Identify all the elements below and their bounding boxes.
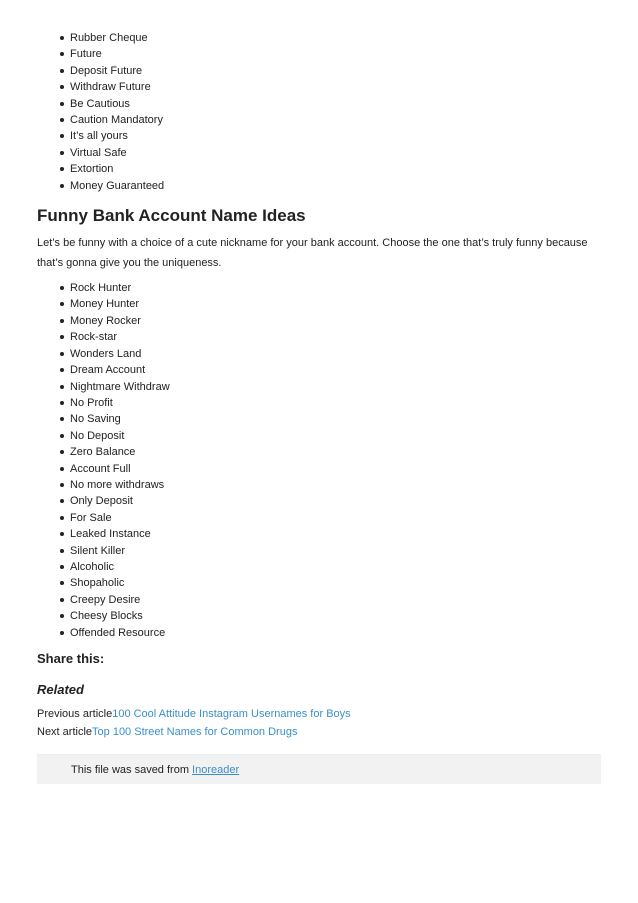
list-item: Money Hunter: [70, 296, 601, 312]
list-item: Account Full: [70, 461, 601, 477]
list-item: Nightmare Withdraw: [70, 379, 601, 395]
saved-from-text: This file was saved from: [71, 764, 193, 776]
list-item: Zero Balance: [70, 444, 601, 460]
list-item: Deposit Future: [70, 63, 601, 79]
previous-article-link[interactable]: 100 Cool Attitude Instagram Usernames for Boys: [112, 708, 351, 720]
list-item: Rock-star: [70, 329, 601, 345]
share-heading: Share this:: [37, 651, 105, 666]
list-item: Caution Mandatory: [70, 112, 601, 128]
next-article-row: [37, 723, 601, 741]
list-item: Silent Killer: [70, 543, 601, 559]
list-item: Withdraw Future: [70, 79, 601, 95]
list-item: Rubber Cheque: [70, 30, 601, 46]
list-item: Leaked Instance: [70, 526, 601, 542]
next-article-label: Next article: [37, 726, 93, 738]
inoreader-link[interactable]: Inoreader: [192, 764, 240, 776]
list-item: Money Guaranteed: [70, 178, 601, 194]
list-item: No Saving: [70, 411, 601, 427]
related-heading: Related: [37, 682, 84, 697]
list-item: Shopaholic: [70, 575, 601, 591]
list-item: Alcoholic: [70, 559, 601, 575]
list-item: Extortion: [70, 161, 601, 177]
previous-article-row: [37, 705, 601, 723]
list-item: Future: [70, 46, 601, 62]
list-item: No more withdraws: [70, 477, 601, 493]
list-item: Only Deposit: [70, 493, 601, 509]
section-intro: Let’s be funny with a choice of a cute nickname for your bank account. Choose the one that’s truly funny because that’s gonna give you the uniqueness.: [37, 237, 588, 270]
name-list-top: [37, 30, 601, 194]
list-item: It’s all yours: [70, 128, 601, 144]
saved-from-footer: [37, 754, 601, 784]
list-item: No Profit: [70, 395, 601, 411]
article-navigation: [37, 705, 601, 741]
list-item: Money Rocker: [70, 313, 601, 329]
list-item: Creepy Desire: [70, 592, 601, 608]
list-item: Virtual Safe: [70, 145, 601, 161]
list-item: For Sale: [70, 510, 601, 526]
section-heading: Funny Bank Account Name Ideas: [37, 206, 306, 226]
previous-article-label: Previous article: [37, 708, 113, 720]
list-item: Wonders Land: [70, 346, 601, 362]
list-item: No Deposit: [70, 428, 601, 444]
list-item: Rock Hunter: [70, 280, 601, 296]
next-article-link[interactable]: Top 100 Street Names for Common Drugs: [92, 726, 298, 738]
list-item: Cheesy Blocks: [70, 608, 601, 624]
list-item: Dream Account: [70, 362, 601, 378]
name-list-funny: [37, 280, 601, 641]
article-body: [37, 30, 601, 784]
list-item: Offended Resource: [70, 625, 601, 641]
list-item: Be Cautious: [70, 96, 601, 112]
